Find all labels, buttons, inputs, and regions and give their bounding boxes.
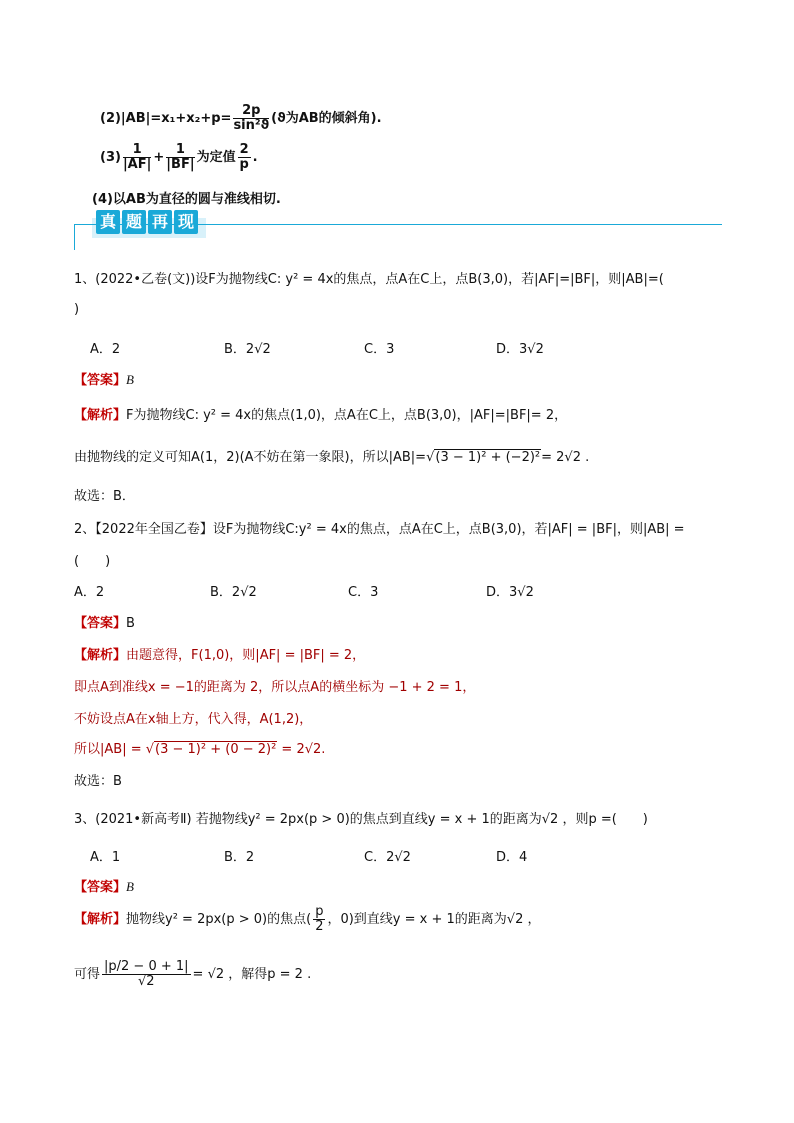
q2-option-d: D．3√2	[486, 585, 534, 600]
q1-analysis: 【解析】F为抛物线C: y² = 4x的焦点(1,0)，点A在C上，点B(3,0)，|AF|=|BF|= 2，	[74, 408, 568, 423]
property-4: (4)以AB为直径的圆与准线相切.	[92, 192, 281, 207]
property-2-text: (2)|AB|=x₁+x₂+p=	[100, 111, 232, 126]
q1-answer	[74, 369, 134, 388]
q1-option-c: C．3	[364, 342, 395, 357]
property-2	[100, 104, 382, 133]
section-divider-corner	[74, 224, 75, 250]
q2-option-b: B．2√2	[210, 585, 257, 600]
q3-option-c: C．2√2	[364, 850, 411, 865]
q1-option-d: D．3√2	[496, 342, 544, 357]
q2-option-a: A．2	[74, 585, 105, 600]
q2-stem-cont: ( )	[74, 554, 111, 569]
answer-label: 【答案】	[74, 880, 127, 895]
q2-analysis: 【解析】由题意得，F(1,0)，则|AF| = |BF| = 2，	[74, 648, 366, 663]
answer-value: B	[126, 879, 134, 894]
q1-stem-cont: )	[74, 302, 80, 317]
q2-option-c: C．3	[348, 585, 379, 600]
answer-label: 【答案】	[74, 616, 127, 631]
section-banner	[96, 210, 200, 236]
property-2-tail: (ϑ为AB的倾斜角).	[271, 111, 382, 126]
q2-choose: 故选：B	[74, 774, 122, 789]
property-2-fraction: $\frac{2p}{\text{sin²ϑ}}$	[233, 103, 270, 133]
q1-choose: 故选：B．	[74, 489, 135, 504]
q3-analysis: 【解析】抛物线y² = 2px(p > 0)的焦点( $\frac{p}{2}$ ，0)到直线y = x + 1的距离为√2 ，	[74, 904, 541, 934]
q3-stem: 3、(2021•新高考Ⅱ) 若抛物线y² = 2px(p > 0)的焦点到直线y = x + 1的距离为√2 ，则p =( )	[74, 812, 648, 827]
section-char: 真	[96, 210, 120, 234]
q1-analysis-line2: 由抛物线的定义可知A(1，2)(A不妨在第一象限)，所以|AB|=√(3 − 1)² + (−2)²= 2√2 .	[74, 450, 590, 465]
q3-option-a: A．1	[90, 850, 121, 865]
property-3: (3) $\frac{1}{|AF|}$ + $\frac{1}{|BF|}$ 为定值 $\frac{2}{p}$ .	[100, 142, 258, 172]
analysis-label: 【解析】	[74, 648, 127, 663]
analysis-label: 【解析】	[74, 912, 127, 927]
section-char: 再	[148, 210, 172, 234]
q1-stem: 1、(2022•乙卷(文))设F为抛物线C: y² = 4x的焦点，点A在C上，点B(3,0)，若|AF|=|BF|，则|AB|=(	[74, 272, 664, 287]
q3-option-d: D．4	[496, 850, 528, 865]
answer-value: B	[126, 616, 135, 631]
q3-answer	[74, 876, 134, 895]
q3-analysis-line2: 可得 $\frac{|p/2 - 0 + 1|}{√2}$ = √2 ，解得p = 2 .	[74, 959, 312, 989]
q2-analysis-line3: 不妨设点A在x轴上方，代入得，A(1,2)，	[74, 712, 313, 727]
analysis-label: 【解析】	[74, 408, 127, 423]
answer-label: 【答案】	[74, 373, 127, 388]
q1-option-b: B．2√2	[224, 342, 271, 357]
section-char: 题	[122, 210, 146, 234]
section-char: 现	[174, 210, 198, 234]
q3-option-b: B．2	[224, 850, 255, 865]
q1-option-a: A．2	[90, 342, 121, 357]
q2-answer	[74, 612, 135, 631]
q2-stem: 2、【2022年全国乙卷】设F为抛物线C:y² = 4x的焦点，点A在C上，点B(3,0)，若|AF| = |BF|，则|AB| =	[74, 522, 685, 537]
answer-value: B	[126, 372, 134, 387]
q2-analysis-line4: 所以|AB| = √(3 − 1)² + (0 − 2)² = 2√2.	[74, 742, 326, 757]
q2-analysis-line2: 即点A到准线x = −1的距离为 2，所以点A的横坐标为 −1 + 2 = 1，	[74, 680, 476, 695]
